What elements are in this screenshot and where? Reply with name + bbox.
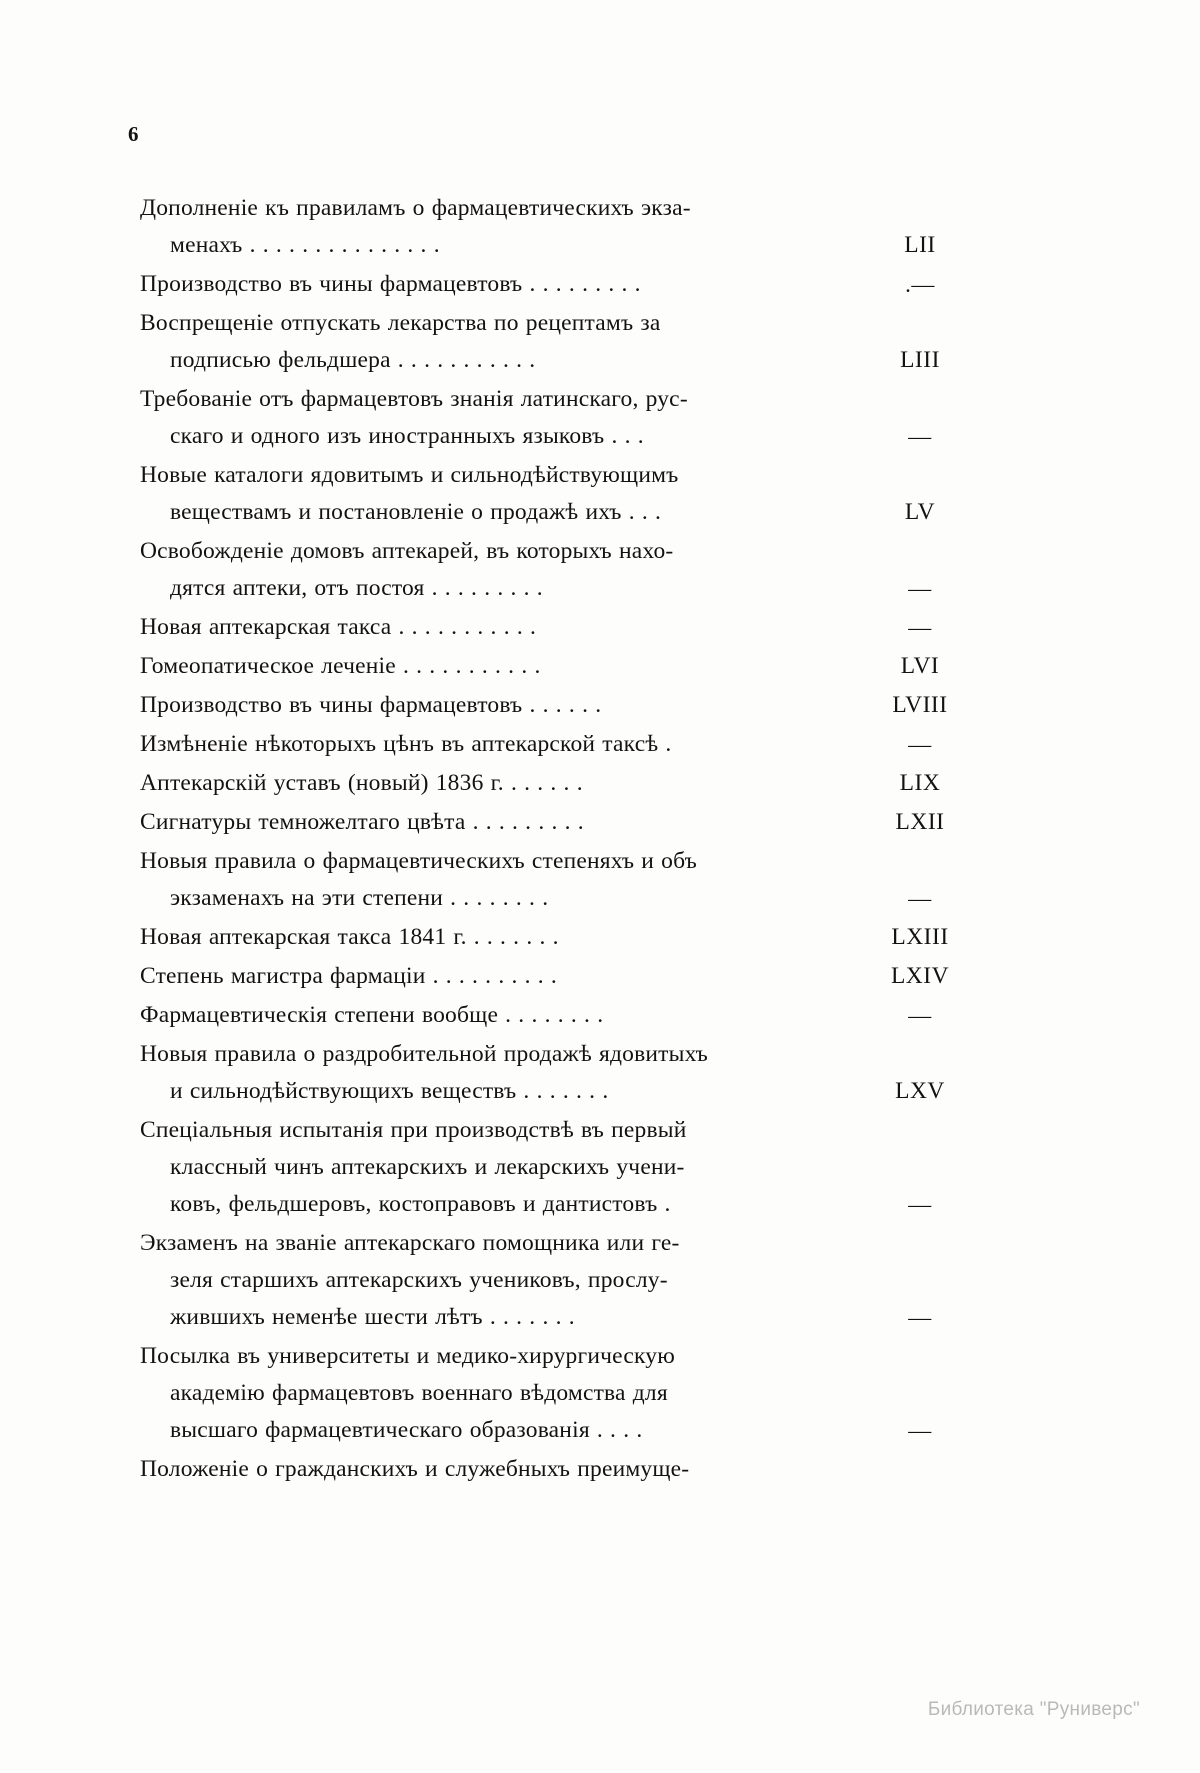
toc-entry-title bbox=[140, 533, 860, 607]
toc-entry-line: Производство въ чины фармацевтовъ . . . . . . bbox=[140, 692, 602, 718]
toc-entry bbox=[140, 381, 980, 455]
toc-entry-page: LII bbox=[904, 232, 936, 258]
toc-entry-title bbox=[140, 1225, 860, 1336]
toc-entry-line: Фармацевтическія степени вообще . . . . . . . . bbox=[140, 1002, 604, 1028]
toc-entry-page: LIII bbox=[900, 347, 940, 373]
toc-entry bbox=[140, 843, 980, 917]
toc-entry-page: — bbox=[908, 424, 932, 449]
toc-entry-title bbox=[140, 457, 860, 531]
toc-entry-page: .— bbox=[905, 272, 935, 297]
toc-entry-page: LXIV bbox=[890, 963, 950, 989]
toc-entry-title bbox=[140, 919, 860, 956]
toc-entry bbox=[140, 266, 980, 303]
toc-entry-line: дятся аптеки, отъ постоя . . . . . . . . . bbox=[170, 575, 543, 601]
toc-entry bbox=[140, 1451, 980, 1488]
toc-entry-page: — bbox=[908, 615, 932, 640]
toc-entry-title bbox=[140, 687, 860, 724]
toc-entry-title bbox=[140, 843, 860, 917]
toc-entry-line: Дополненіе къ правиламъ о фармацевтическихъ экза- bbox=[140, 195, 691, 221]
toc-entry-line: Воспрещеніе отпускать лекарства по рецептамъ за bbox=[140, 310, 661, 336]
toc-entry-line: скаго и одного изъ иностранныхъ языковъ . . . bbox=[170, 423, 644, 449]
toc-entry-title bbox=[140, 305, 860, 379]
toc-entry-line: Измѣненіе нѣкоторыхъ цѣнъ въ аптекарской таксѣ . bbox=[140, 731, 672, 757]
toc-entry-title bbox=[140, 1338, 860, 1449]
toc-entry-line: Новая аптекарская такса 1841 г. . . . . . . . bbox=[140, 924, 559, 950]
toc-entry-page: — bbox=[908, 1192, 932, 1217]
toc-entry-line: Освобожденіе домовъ аптекарей, въ которыхъ нахо- bbox=[140, 538, 674, 564]
toc-entry bbox=[140, 726, 980, 763]
toc-entry-page: — bbox=[908, 1003, 932, 1028]
toc-entry-line: экзаменахъ на эти степени . . . . . . . . bbox=[170, 885, 549, 911]
toc-entry-line: зеля старшихъ аптекарскихъ учениковъ, прослу- bbox=[170, 1267, 668, 1293]
toc-entry bbox=[140, 1036, 980, 1110]
toc-entry-page: — bbox=[908, 886, 932, 911]
toc-entry bbox=[140, 919, 980, 956]
toc-entry bbox=[140, 1338, 980, 1449]
toc-entry-page: — bbox=[908, 1305, 932, 1330]
toc-entry-line: Новыя правила о раздробительной продажѣ ядовитыхъ bbox=[140, 1041, 709, 1067]
toc-entry-page: LXII bbox=[895, 809, 945, 835]
toc-entry-title bbox=[140, 266, 860, 303]
toc-entry-line: жившихъ неменѣе шести лѣтъ . . . . . . . bbox=[170, 1304, 575, 1330]
toc-entry bbox=[140, 997, 980, 1034]
toc-entry-page: LXIII bbox=[891, 924, 949, 950]
toc-entry-line: Спеціальныя испытанія при производствѣ въ первый bbox=[140, 1117, 687, 1143]
toc-entry-page: LVIII bbox=[892, 692, 948, 718]
toc-entry-line: Новая аптекарская такса . . . . . . . . . . . bbox=[140, 614, 537, 640]
toc-entry-title bbox=[140, 997, 860, 1034]
table-of-contents bbox=[140, 190, 980, 1490]
toc-entry-title bbox=[140, 381, 860, 455]
toc-entry bbox=[140, 457, 980, 531]
toc-entry-line: веществамъ и постановленіе о продажѣ ихъ . . . bbox=[170, 499, 662, 525]
toc-entry-line: Новыя правила о фармацевтическихъ степеняхъ и объ bbox=[140, 848, 697, 874]
toc-entry bbox=[140, 190, 980, 264]
toc-entry-title bbox=[140, 726, 860, 763]
toc-entry-page: — bbox=[908, 1418, 932, 1443]
toc-entry-title bbox=[140, 804, 860, 841]
toc-entry bbox=[140, 804, 980, 841]
toc-entry-title bbox=[140, 958, 860, 995]
toc-entry bbox=[140, 533, 980, 607]
toc-entry-line: Аптекарскій уставъ (новый) 1836 г. . . . . . . bbox=[140, 770, 583, 796]
toc-entry-page: LIX bbox=[899, 770, 941, 796]
toc-entry-line: Посылка въ университеты и медико-хирургическую bbox=[140, 1343, 675, 1369]
toc-entry-line: Степень магистра фармаціи . . . . . . . . . . bbox=[140, 963, 558, 989]
toc-entry-title bbox=[140, 765, 860, 802]
toc-entry-title bbox=[140, 648, 860, 685]
toc-entry-line: и сильнодѣйствующихъ веществъ . . . . . . . bbox=[170, 1078, 609, 1104]
toc-entry-title bbox=[140, 1036, 860, 1110]
toc-entry-line: академію фармацевтовъ военнаго вѣдомства для bbox=[170, 1380, 668, 1406]
toc-entry-line: классный чинъ аптекарскихъ и лекарскихъ учени- bbox=[170, 1154, 685, 1180]
toc-entry bbox=[140, 609, 980, 646]
toc-entry-page: — bbox=[908, 576, 932, 601]
toc-entry bbox=[140, 1112, 980, 1223]
toc-entry-title bbox=[140, 190, 860, 264]
toc-entry bbox=[140, 305, 980, 379]
toc-entry-line: Гомеопатическое леченіе . . . . . . . . . . . bbox=[140, 653, 541, 679]
toc-entry-page: LXV bbox=[895, 1078, 945, 1104]
toc-entry-line: ковъ, фельдшеровъ, костоправовъ и дантистовъ . bbox=[170, 1191, 671, 1217]
toc-entry-line: Производство въ чины фармацевтовъ . . . . . . . . . bbox=[140, 271, 641, 297]
toc-entry-line: Сигнатуры темножелтаго цвѣта . . . . . . . . . bbox=[140, 809, 584, 835]
toc-entry-line: Экзаменъ на званіе аптекарскаго помощника или ге- bbox=[140, 1230, 680, 1256]
toc-entry-line: высшаго фармацевтическаго образованія . . . . bbox=[170, 1417, 643, 1443]
toc-entry-title bbox=[140, 1112, 860, 1223]
toc-entry-line: подписью фельдшера . . . . . . . . . . . bbox=[170, 347, 536, 373]
toc-entry-line: Требованіе отъ фармацевтовъ знанія латинскаго, рус- bbox=[140, 386, 688, 412]
toc-entry-page: LVI bbox=[900, 653, 940, 679]
toc-entry-line: менахъ . . . . . . . . . . . . . . . bbox=[170, 232, 440, 258]
toc-entry bbox=[140, 1225, 980, 1336]
toc-entry bbox=[140, 765, 980, 802]
page-number: 6 bbox=[128, 122, 139, 146]
toc-entry-page: — bbox=[908, 732, 932, 757]
toc-entry bbox=[140, 958, 980, 995]
toc-entry-line: Новые каталоги ядовитымъ и сильнодѣйствующимъ bbox=[140, 462, 679, 488]
toc-entry-title bbox=[140, 609, 860, 646]
toc-entry bbox=[140, 648, 980, 685]
toc-entry-title bbox=[140, 1451, 860, 1488]
toc-entry-line: Положеніе о гражданскихъ и служебныхъ преимуще- bbox=[140, 1456, 690, 1482]
toc-entry-page: LV bbox=[904, 499, 936, 525]
toc-entry bbox=[140, 687, 980, 724]
library-watermark: Библиотека "Руниверс" bbox=[927, 1699, 1140, 1720]
